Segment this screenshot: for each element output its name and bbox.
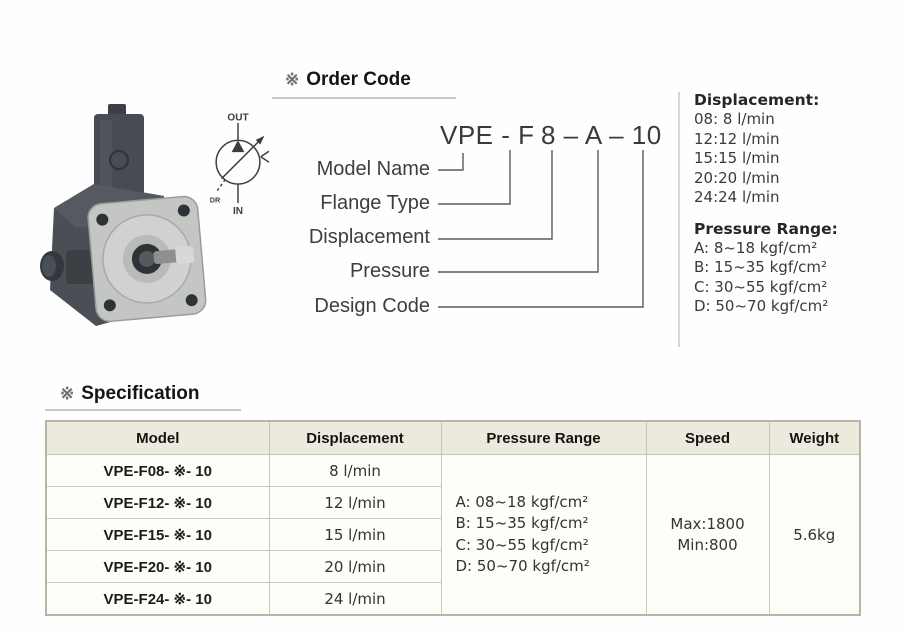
order-code-label: Pressure	[349, 260, 430, 282]
connector-pressure	[438, 150, 598, 272]
pressure-range-line: A: 08~18 kgf/cm²	[455, 492, 589, 511]
connector-displacement	[438, 150, 552, 239]
pressure-range-line: C: 30~55 kgf/cm²	[455, 535, 589, 554]
pressure-option: A: 8~18 kgf/cm²	[694, 238, 818, 257]
displacement-option: 20:20 l/min	[694, 168, 780, 187]
weight-cell: 5.6kg	[769, 455, 860, 616]
displacement-cell: 20 l/min	[269, 551, 441, 583]
displacement-options-list	[694, 110, 904, 208]
order-code-labels	[130, 0, 430, 340]
pressure-range-line: B: 15~35 kgf/cm²	[455, 514, 589, 532]
options-panel	[694, 90, 904, 317]
table-header-row	[46, 421, 860, 455]
model-cell: VPE-F15- ※- 10	[46, 519, 269, 551]
column-header: Speed	[646, 421, 769, 455]
pressure-option: C: 30~55 kgf/cm²	[694, 277, 828, 296]
reference-mark: ※	[285, 70, 300, 89]
model-cell: VPE-F20- ※- 10	[46, 551, 269, 583]
pressure-range-line: D: 50~70 kgf/cm²	[455, 557, 590, 575]
displacement-cell: 15 l/min	[269, 519, 441, 551]
displacement-options-title: Displacement:	[694, 91, 820, 109]
speed-line: Min:800	[677, 535, 738, 554]
displacement-cell: 24 l/min	[269, 583, 441, 616]
displacement-option: 12:12 l/min	[694, 129, 780, 148]
pressure-options-group	[694, 219, 904, 317]
column-header: Weight	[769, 421, 860, 455]
displacement-cell: 12 l/min	[269, 487, 441, 519]
column-header: Model	[46, 421, 269, 455]
speed-cell	[646, 455, 769, 616]
model-cell: VPE-F12- ※- 10	[46, 487, 269, 519]
specification-title: Specification	[81, 383, 200, 404]
speed-line: Max:1800	[670, 514, 745, 533]
order-code-label: Flange Type	[320, 192, 430, 214]
order-code-label: Design Code	[314, 295, 430, 317]
reference-mark: ※	[60, 384, 75, 403]
displacement-options-group	[694, 90, 904, 208]
pressure-options-list	[694, 239, 904, 317]
symbol-out-label: OUT	[227, 112, 249, 124]
column-header: Pressure Range	[441, 421, 646, 455]
model-cell: VPE-F24- ※- 10	[46, 583, 269, 616]
order-code-suffix-part: 8 – A – 10	[541, 120, 662, 150]
specification-table	[45, 420, 861, 616]
column-header: Displacement	[269, 421, 441, 455]
connector-flange-type	[438, 150, 510, 204]
symbol-in-label: IN	[232, 206, 244, 218]
pressure-options-title: Pressure Range:	[694, 219, 838, 238]
order-code-label: Model Name	[316, 158, 430, 180]
pressure-option: D: 50~70 kgf/cm²	[694, 297, 829, 315]
specification-heading	[60, 383, 200, 405]
displacement-cell: 8 l/min	[269, 455, 441, 487]
order-code-model-part: VPE - F	[440, 120, 535, 150]
displacement-option: 24:24 l/min	[694, 188, 780, 206]
displacement-option: 15:15 l/min	[694, 149, 780, 167]
pressure-range-cell	[441, 455, 646, 616]
model-cell: VPE-F08- ※- 10	[46, 455, 269, 487]
pressure-option: B: 15~35 kgf/cm²	[694, 258, 828, 276]
panel-divider	[678, 92, 680, 347]
connector-design-code	[438, 150, 643, 307]
specification-underline	[45, 409, 241, 411]
displacement-option: 08: 8 l/min	[694, 110, 775, 128]
symbol-dr-label: DR	[209, 195, 221, 205]
table-row	[46, 455, 860, 487]
connector-model-name	[438, 153, 463, 170]
order-code-label: Displacement	[308, 226, 430, 248]
order-code-title: Order Code	[306, 69, 411, 90]
